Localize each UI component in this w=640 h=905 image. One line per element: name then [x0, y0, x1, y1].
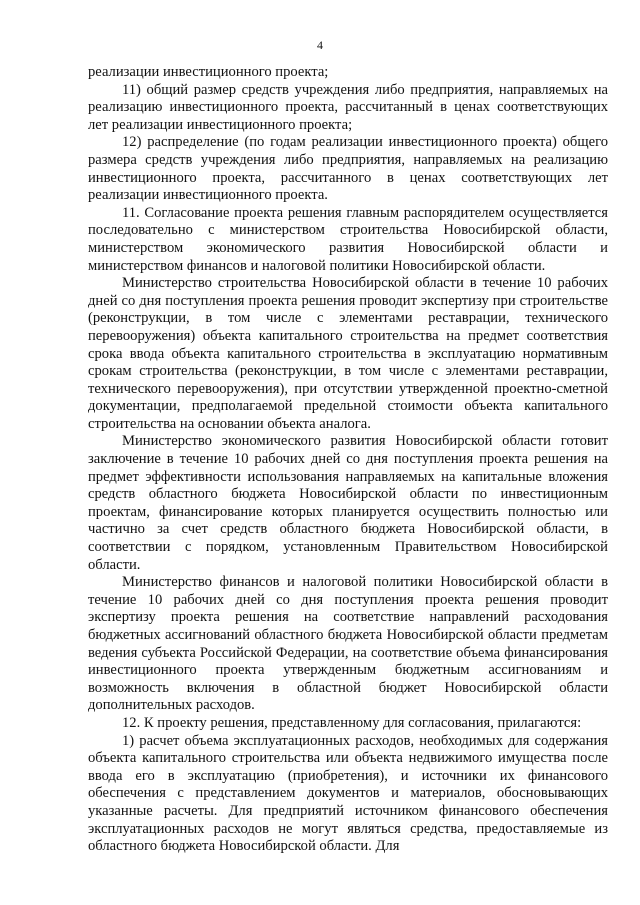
page-number: 4	[317, 38, 323, 52]
paragraph: реализации инвестиционного проекта;	[88, 64, 329, 80]
paragraph: Министерство финансов и налоговой политики Новосибирской области в течение 10 рабочих дней со дня поступления проекта решения проводит экспертизу проекта решения на соответствие направлений расходования бюджетных ассигнований областного бюджета Новосибирской области предметам ведения субъекта Российской Федерации, на соответствие объема финансирования инвестиционного проекта утвержденным бюджетным ассигнованиям и возможность включения в областной бюджет Новосибирской области дополнительных расходов.	[88, 574, 608, 714]
paragraph: 1) расчет объема эксплуатационных расходов, необходимых для содержания объекта капитального строительства или объекта недвижимого имущества после ввода его в эксплуатацию (приобретения), и источники их финансового обеспечения с представлением документов и материалов, обосновывающих указанные расчеты. Для предприятий источником финансового обеспечения эксплуатационных расходов не могут являться средства, предоставляемые из областного бюджета Новосибирской области. Для	[88, 732, 608, 855]
document-body	[88, 64, 608, 856]
paragraph: 12. К проекту решения, представленному для согласования, прилагаются:	[122, 714, 582, 731]
paragraph: 12) распределение (по годам реализации инвестиционного проекта) общего размера средств учреждения либо предприятия, направляемых на реализацию инвестиционного проекта, рассчитанного в ценах соответствующих лет реализации инвестиционного проекта.	[88, 134, 608, 204]
paragraph: 11. Согласование проекта решения главным распорядителем осуществляется последовательно с министерством строительства Новосибирской области, министерством экономического развития Новосибирской области и министерством финансов и налоговой политики Новосибирской области.	[88, 204, 608, 274]
paragraph: Министерство строительства Новосибирской области в течение 10 рабочих дней со дня поступления проекта решения проводит экспертизу при строительстве (реконструкции, в том числе с элементами реставрации, технического перевооружения) объекта капитального строительства на предмет соответствия срока ввода объекта капитального строительства в эксплуатацию нормативным срокам строительства (реконструкции, в том числе с элементами реставрации, технического перевооружения), при отсутствии утвержденной проектно-сметной документации, предполагаемой предельной стоимости объекта капитального строительства на основании объекта аналога.	[88, 275, 608, 432]
paragraph: 11) общий размер средств учреждения либо предприятия, направляемых на реализацию инвестиционного проекта, рассчитанный в ценах соответствующих лет реализации инвестиционного проекта;	[88, 81, 608, 133]
paragraph: Министерство экономического развития Новосибирской области готовит заключение в течение 10 рабочих дней со дня поступления проекта решения на предмет эффективности использования направляемых на капитальные вложения средств областного бюджета Новосибирской области по инвестиционным проектам, финансирование которых планируется осуществить полностью или частично за счет средств областного бюджета Новосибирской области, в соответствии с порядком, установленным Правительством Новосибирской области.	[88, 433, 608, 573]
